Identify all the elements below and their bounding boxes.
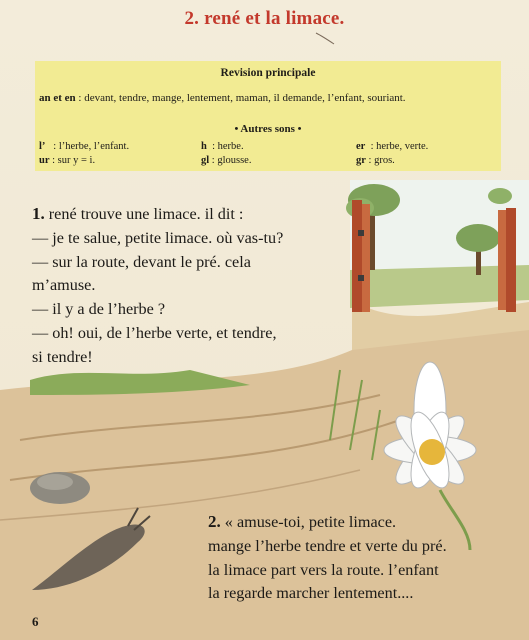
revision-principal-line (39, 92, 406, 104)
gate-left (352, 200, 370, 312)
lesson-title: 2. rené et la limace. (184, 8, 345, 29)
sound-key: h (201, 141, 207, 152)
sound-key: gr (356, 155, 366, 166)
passage-1 (32, 202, 342, 370)
passage-1-line: — il y a de l’herbe ? (32, 300, 166, 319)
passage-2-line: la limace part vers la route. l’enfant (208, 560, 439, 579)
sound-text: : herbe. (212, 141, 244, 152)
sound-item (201, 141, 244, 152)
sound-item (356, 141, 428, 152)
sound-key: l’ (39, 141, 46, 152)
revision-box (35, 61, 501, 171)
revision-principal-words: : devant, tendre, mange, lentement, maman, il demande, l’enfant, souriant. (78, 92, 406, 104)
passage-1-number: 1. (32, 204, 45, 223)
sound-item (356, 155, 395, 166)
sound-key: er (356, 141, 366, 152)
other-sounds-heading: • Autres sons • (234, 123, 302, 135)
sound-item (39, 141, 129, 152)
passage-1-line: si tendre! (32, 347, 93, 366)
revision-principal-key: an et en (39, 92, 76, 104)
passage-2-line: la regarde marcher lentement.... (208, 584, 414, 603)
sound-text: : sur y = i. (52, 155, 96, 166)
sound-text: : glousse. (211, 155, 252, 166)
passage-1-line: rené trouve une limace. il dit : (48, 205, 244, 223)
passage-2-line: mange l’herbe tendre et verte du pré. (208, 536, 447, 555)
passage-1-line: — je te salue, petite limace. où vas-tu? (32, 228, 284, 247)
gate-right (498, 208, 516, 312)
passage-2 (208, 510, 508, 606)
sound-key: gl (201, 155, 210, 166)
sound-text: : gros. (368, 155, 395, 166)
ink-mark-decoration (314, 30, 336, 46)
sound-item (39, 155, 95, 166)
revision-heading: Revision principale (220, 67, 316, 79)
passage-2-number: 2. (208, 512, 221, 531)
passage-1-line: — oh! oui, de l’herbe verte, et tendre, (32, 323, 277, 342)
sound-key: ur (39, 155, 50, 166)
passage-2-line: « amuse-toi, petite limace. (224, 513, 397, 531)
sound-item (201, 155, 251, 166)
passage-1-line: — sur la route, devant le pré. cela (32, 252, 251, 271)
sound-text: : herbe, verte. (370, 141, 429, 152)
sound-text: : l’herbe, l’enfant. (53, 141, 130, 152)
page-number: 6 (32, 614, 39, 629)
daisy-center (419, 439, 445, 465)
passage-1-line: m’amuse. (32, 276, 96, 295)
